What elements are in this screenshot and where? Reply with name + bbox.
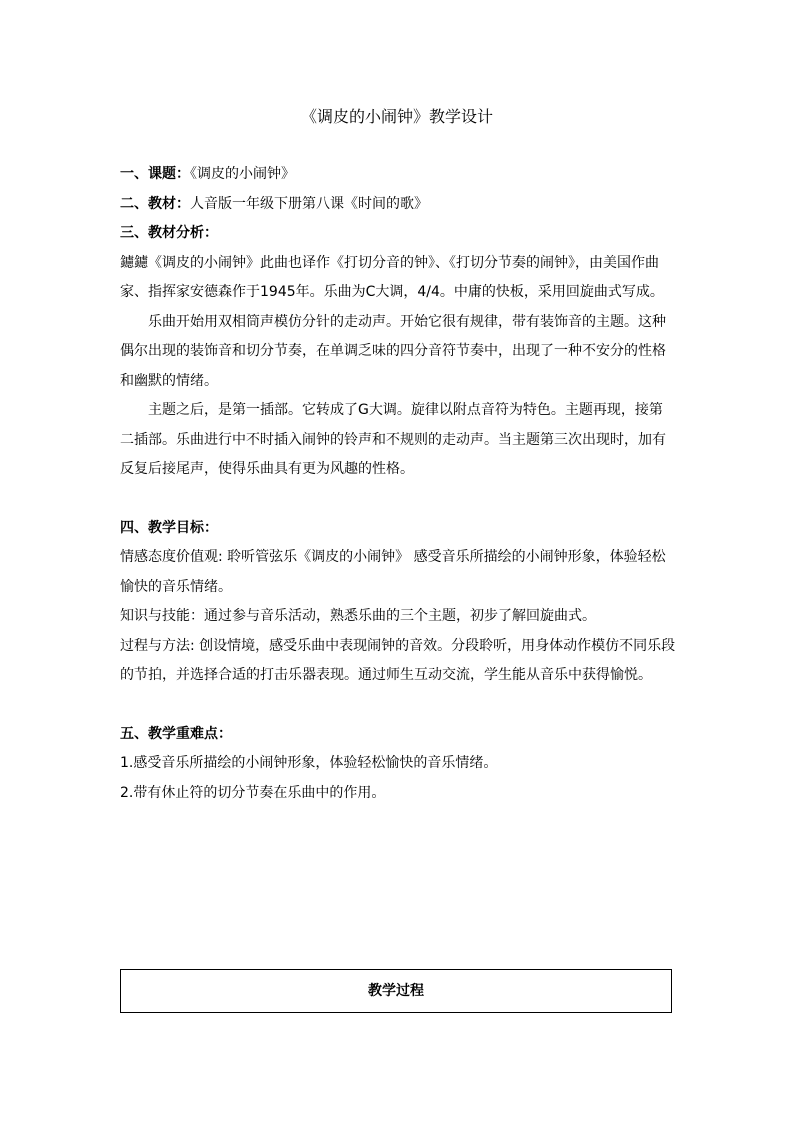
document-body: [120, 160, 676, 808]
section-material-label: 二、教材：: [120, 195, 190, 212]
section-keypoints-heading: 五、教学重难点：: [120, 725, 232, 742]
analysis-paragraph-1: 鑢鑢《调皮的小闹钟》此曲也译作《打切分音的钟》、《打切分节奏的闹钟》，由美国作曲家、指挥家安德森作于1945年。乐曲为C大调，4/4。中庸的快板，采用回旋曲式写成。: [120, 254, 664, 300]
section-topic: [120, 160, 676, 190]
analysis-paragraph-3: 主题之后，是第一插部。它转成了G大调。旋律以附点音符为特色。主题再现，接第二插部。乐曲进行中不时插入闹钟的铃声和不规则的走动声。当主题第三次出现时，加有反复后接尾声，使得乐曲具有更为风趣的性格。: [120, 402, 666, 477]
goal-process: 过程与方法: 创设情境，感受乐曲中表现闹钟的音效。分段聆听，用身体动作模仿不同乐段的节拍，并选择合适的打击乐器表现。通过师生互动交流，学生能从音乐中获得愉悦。: [120, 637, 676, 683]
section-topic-value: 《调皮的小闹钟》: [190, 166, 295, 182]
section-analysis-heading: 三、教材分析：: [120, 225, 218, 241]
section-topic-label: 一、课题：: [120, 166, 190, 182]
blank-line: [120, 485, 676, 514]
section-material-value: 人音版一年级下册第八课《时间的歌》: [190, 195, 428, 212]
goal-emotion: 情感态度价值观: 聆听管弦乐《调皮的小闹钟》 感受音乐所描绘的小闹钟形象，体验轻松愉快的音乐情绪。: [120, 549, 666, 595]
section-material: [120, 190, 676, 220]
page-title: 《调皮的小闹钟》教学设计: [300, 107, 493, 126]
teaching-process-box: 教学过程: [120, 969, 672, 1013]
section-goals-heading: 四、教学目标：: [120, 519, 218, 536]
goal-knowledge: 知识与技能：通过参与音乐活动，熟悉乐曲的三个主题，初步了解回旋曲式。: [120, 608, 596, 624]
blank-line: [120, 691, 676, 720]
keypoint-2: 2.带有休止符的切分节奏在乐曲中的作用。: [120, 784, 386, 801]
analysis-paragraph-2: 乐曲开始用双相筒声模仿分针的走动声。开始它很有规律，带有装饰音的主题。这种偶尔出现的装饰音和切分节奏，在单调乏味的四分音符节奏中，出现了一种不安分的性格和幽默的情绪。: [120, 313, 666, 389]
keypoint-1: 1.感受音乐所描绘的小闹钟形象，体验轻松愉快的音乐情绪。: [120, 755, 498, 771]
